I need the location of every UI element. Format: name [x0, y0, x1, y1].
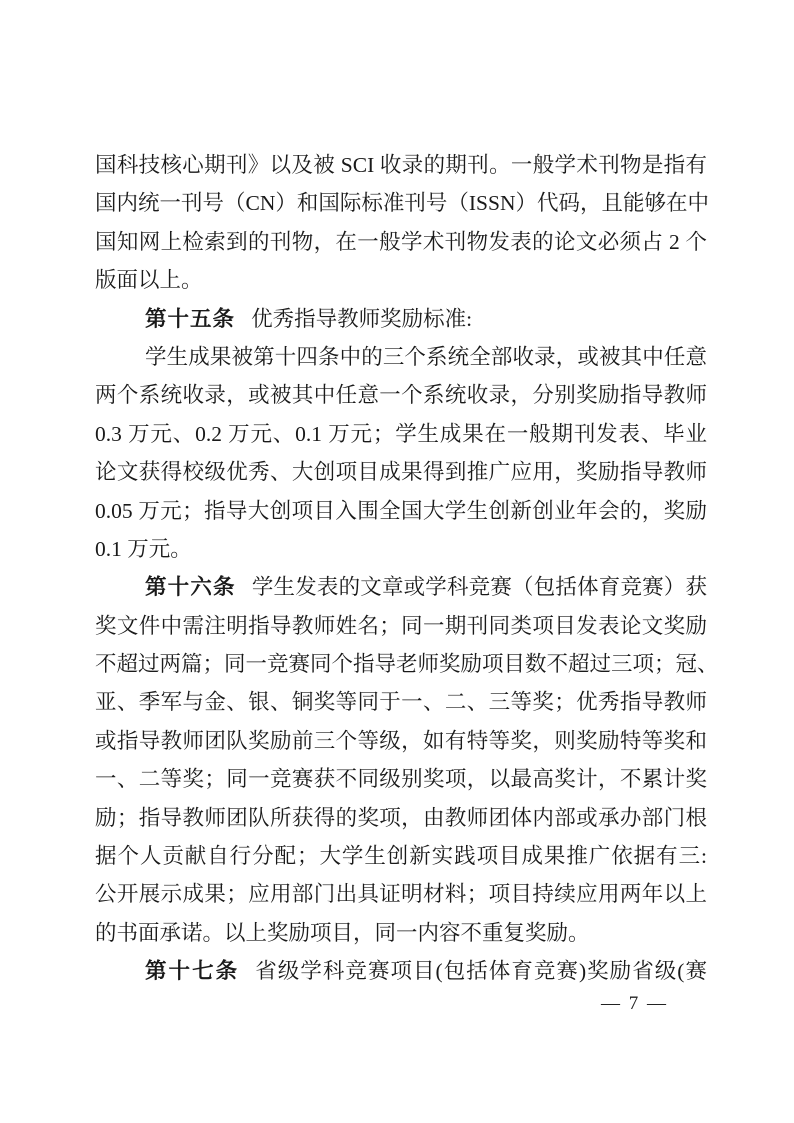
line-text: 0.05 万元；指导大创项目入围全国大学生创新创业年会的，奖励 [95, 498, 707, 523]
line-text: 一、二等奖；同一竞赛获不同级别奖项，以最高奖计，不累计奖 [95, 767, 707, 792]
text-line [95, 300, 707, 338]
line-text: 的书面承诺。以上奖励项目，同一内容不重复奖励。 [95, 920, 590, 945]
text-line [95, 184, 707, 222]
line-text: 据个人贡献自行分配；大学生创新实践项目成果推广依据有三: [95, 844, 707, 869]
text-line [95, 453, 707, 491]
article-term: 第十五条 [145, 306, 236, 331]
text-line [95, 261, 707, 299]
text-line [95, 952, 707, 990]
line-text: 不超过两篇；同一竞赛同个指导老师奖励项目数不超过三项；冠、 [95, 652, 719, 677]
line-text: 国内统一刊号（CN）和国际标准刊号（ISSN）代码，且能够在中 [95, 191, 709, 216]
text-line [95, 760, 707, 798]
line-text: 亚、季军与金、银、铜奖等同于一、二、三等奖；优秀指导教师 [95, 690, 707, 715]
text-line [95, 799, 707, 837]
page-number: — 7 — [601, 993, 668, 1014]
line-text: 公开展示成果；应用部门出具证明材料；项目持续应用两年以上 [95, 882, 707, 907]
text-line [95, 645, 719, 683]
text-line [95, 223, 707, 261]
article-term: 第十七条 [145, 959, 240, 984]
text-line [95, 530, 707, 568]
text-line [95, 875, 707, 913]
line-text: 学生成果被第十四条中的三个系统全部收录，或被其中任意 [145, 344, 707, 369]
text-line [95, 683, 707, 721]
text-line [95, 837, 707, 875]
document-body [95, 146, 719, 991]
line-text: 或指导教师团队奖励前三个等级，如有特等奖，则奖励特等奖和 [95, 728, 707, 753]
text-line [95, 338, 707, 376]
line-text: 励；指导教师团队所获得的奖项，由教师团体内部或承办部门根 [95, 805, 707, 830]
text-line [95, 146, 707, 184]
text-line [95, 722, 707, 760]
line-text: 省级学科竞赛项目(包括体育竞赛)奖励省级(赛 [255, 959, 707, 984]
article-term: 第十六条 [145, 575, 236, 600]
text-line [95, 914, 707, 952]
text-line [95, 568, 707, 606]
line-text: 学生发表的文章或学科竞赛（包括体育竞赛）获 [251, 575, 707, 600]
line-text: 两个系统收录，或被其中任意一个系统收录，分别奖励指导教师 [95, 383, 707, 408]
line-text: 国科技核心期刊》以及被 SCI 收录的期刊。一般学术刊物是指有 [95, 153, 707, 177]
line-text: 版面以上。 [95, 268, 203, 293]
line-text: 优秀指导教师奖励标准: [251, 306, 473, 331]
line-text: 论文获得校级优秀、大创项目成果得到推广应用，奖励指导教师 [95, 460, 707, 485]
text-line [95, 492, 707, 530]
line-text: 国知网上检索到的刊物，在一般学术刊物发表的论文必须占 2 个 [95, 229, 707, 254]
line-text: 0.1 万元。 [95, 536, 192, 561]
text-line [95, 415, 707, 453]
text-line [95, 376, 707, 414]
line-text: 0.3 万元、0.2 万元、0.1 万元；学生成果在一般期刊发表、毕业 [95, 421, 707, 446]
line-text: 奖文件中需注明指导教师姓名；同一期刊同类项目发表论文奖励 [95, 613, 707, 638]
text-line [95, 607, 707, 645]
